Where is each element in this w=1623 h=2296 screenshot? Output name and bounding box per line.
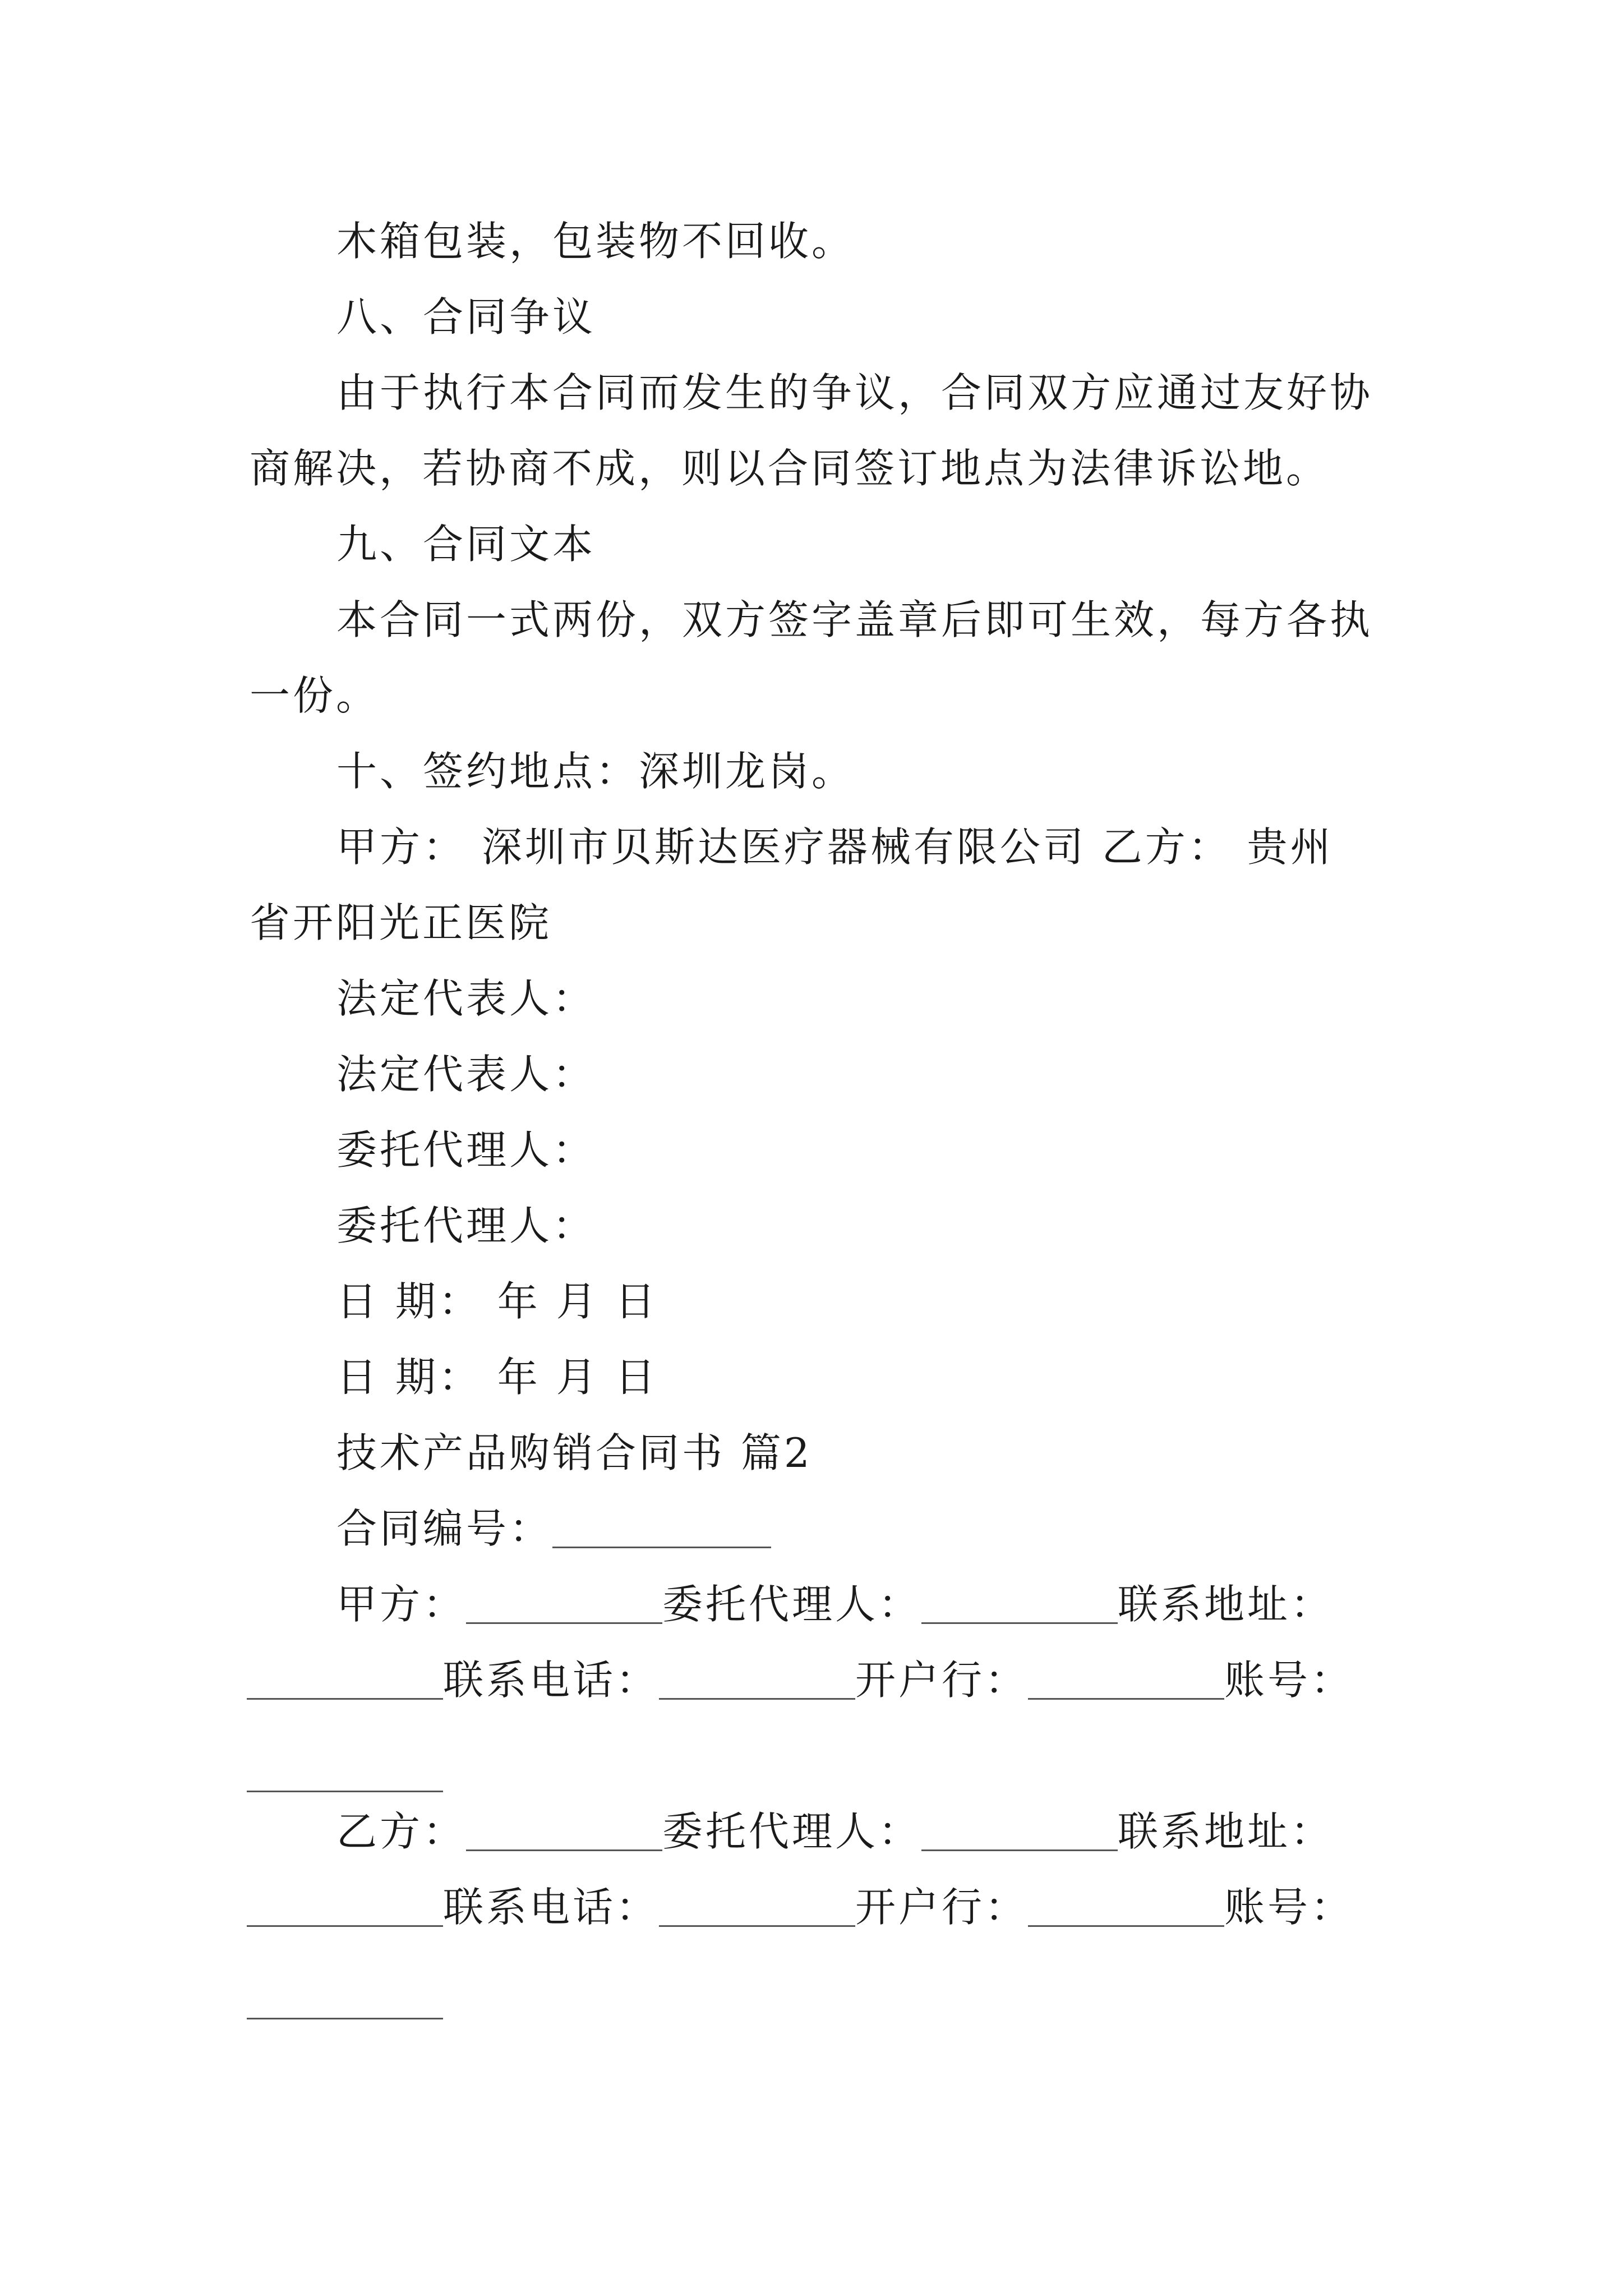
copies-clause-line2: 一份。 [250,672,380,719]
signing-location: 十、签约地点：深圳龙岗。 [336,748,855,795]
party-b-bank-label: 开户行： [855,1884,1029,1931]
date-b: 日 期： 年 月 日 [336,1354,658,1401]
legal-rep-a: 法定代表人： [336,975,596,1022]
party-a-phone-label: 联系电话： [443,1657,660,1704]
party-a-account-label: 账号： [1224,1657,1354,1704]
party-a-row2 [247,1652,1354,1708]
section-heading-text: 九、合同文本 [336,521,596,568]
contract-number-blank [552,1501,771,1548]
party-a-account-blank [247,1745,443,1792]
date-a: 日 期： 年 月 日 [336,1278,658,1325]
party-a-phone-blank [659,1652,855,1700]
dispute-clause-line1: 由于执行本合同而发生的争议，合同双方应通过友好协 [336,369,1373,416]
party-b-address-label: 联系地址： [1118,1808,1334,1855]
party-b-agent-label: 委托代理人： [662,1808,922,1855]
party-a-agent-label: 委托代理人： [662,1581,922,1628]
parties-line1: 甲方： 深圳市贝斯达医疗器械有限公司 乙方： 贵州 [336,823,1334,871]
party-a-row3 [247,1745,443,1801]
copies-clause-line1: 本合同一式两份，双方签字盖章后即可生效，每方各执 [336,596,1373,643]
contract-title-part2: 技术产品购销合同书 篇2 [336,1429,813,1476]
party-b-phone-blank [659,1879,855,1927]
party-b-agent-blank [921,1803,1118,1851]
section-heading-dispute: 八、合同争议 [336,293,596,341]
contract-number-row [336,1501,771,1557]
party-b-row2 [247,1879,1354,1935]
agent-b: 委托代理人： [336,1202,596,1249]
party-a-bank-label: 开户行： [855,1657,1029,1704]
party-b-label: 乙方： [336,1808,467,1855]
dispute-clause-line2: 商解决，若协商不成，则以合同签订地点为法律诉讼地。 [250,445,1330,492]
party-b-phone-label: 联系电话： [443,1884,660,1931]
party-a-agent-blank [921,1576,1118,1624]
packing-clause: 木箱包装，包装物不回收。 [336,218,855,265]
party-b-row1 [336,1803,1334,1860]
contract-number-label: 合同编号： [336,1505,553,1552]
party-b-account-blank [247,1972,443,2019]
party-b-account-label: 账号： [1224,1884,1354,1931]
party-a-row1 [336,1576,1334,1632]
party-a-label: 甲方： [336,1581,467,1628]
party-b-row3 [247,1972,443,2028]
legal-rep-b: 法定代表人： [336,1051,596,1098]
agent-a: 委托代理人： [336,1126,596,1174]
party-b-bank-blank [1028,1879,1224,1927]
party-a-blank [466,1576,662,1624]
party-b-blank [466,1803,662,1851]
party-b-address-blank [247,1879,443,1927]
party-a-address-blank [247,1652,443,1700]
party-a-bank-blank [1028,1652,1224,1700]
party-a-address-label: 联系地址： [1118,1581,1334,1628]
parties-line2: 省开阳光正医院 [250,899,552,946]
